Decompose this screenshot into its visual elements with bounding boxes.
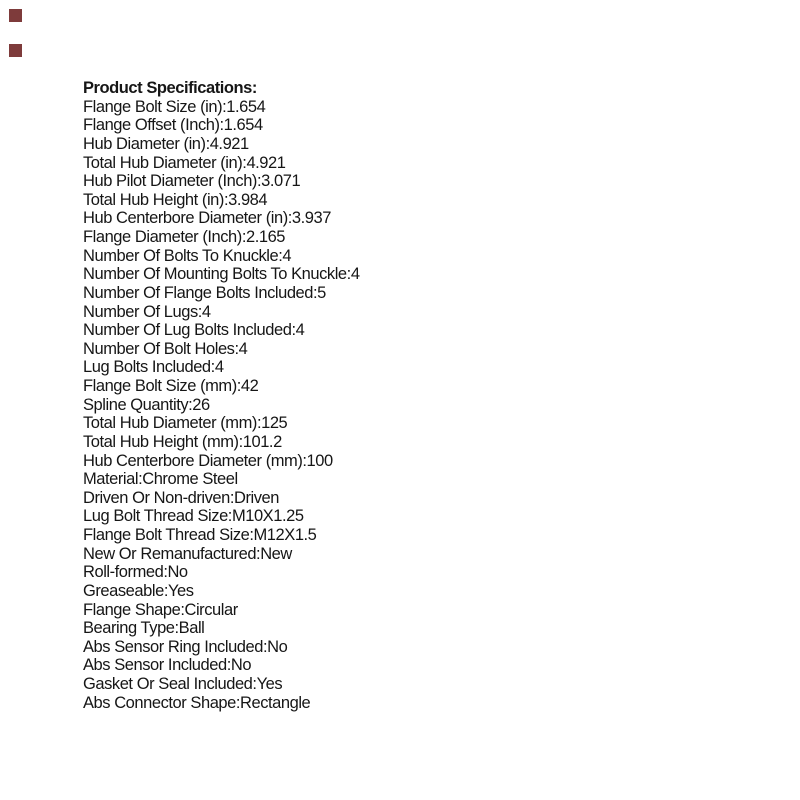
- spec-separator: :: [252, 675, 257, 693]
- spec-separator: :: [234, 339, 239, 358]
- spec-separator: :: [138, 470, 143, 489]
- spec-value: 42: [240, 377, 259, 395]
- spec-separator: :: [180, 600, 185, 619]
- spec-label: Hub Pilot Diameter (Inch): [83, 172, 257, 191]
- spec-row: [83, 191, 360, 210]
- spec-value: 4: [238, 339, 248, 358]
- spec-separator: :: [256, 172, 262, 191]
- spec-separator: :: [238, 432, 243, 451]
- spec-row: [83, 526, 360, 545]
- spec-row: [83, 340, 360, 359]
- spec-label: Material: [83, 470, 139, 489]
- spec-label: Flange Bolt Size (mm): [83, 377, 237, 395]
- corner-mark-bottom-square: [9, 44, 22, 57]
- spec-separator: :: [302, 451, 307, 470]
- spec-value: 4.921: [246, 153, 286, 172]
- spec-value: 3.984: [228, 190, 268, 209]
- spec-value: 5: [317, 283, 326, 302]
- spec-label: Bearing Type: [83, 619, 175, 638]
- spec-value: No: [267, 637, 288, 656]
- spec-value: New: [260, 544, 292, 563]
- spec-row: [83, 507, 360, 526]
- spec-separator: :: [256, 544, 261, 563]
- spec-separator: :: [242, 153, 247, 172]
- spec-separator: :: [205, 134, 210, 153]
- spec-separator: :: [174, 619, 179, 638]
- spec-value: 1.654: [223, 116, 263, 135]
- spec-label: Total Hub Height (mm): [83, 432, 239, 451]
- spec-row: [83, 489, 360, 508]
- spec-row: [83, 321, 360, 340]
- spec-separator: :: [262, 637, 268, 656]
- spec-value: Rectangle: [240, 693, 311, 712]
- spec-row: [83, 619, 360, 638]
- spec-label: Driven Or Non-driven: [83, 488, 230, 507]
- spec-label: Lug Bolts Included: [83, 358, 211, 377]
- spec-value: 101.2: [242, 432, 282, 451]
- spec-value: 4: [350, 265, 360, 284]
- spec-separator: :: [278, 246, 283, 265]
- spec-value: 4.921: [209, 134, 249, 153]
- spec-separator: :: [223, 190, 229, 209]
- spec-separator: :: [287, 209, 292, 228]
- spec-block: [83, 79, 360, 712]
- spec-value: Circular: [184, 600, 238, 619]
- spec-value: 3.937: [291, 209, 331, 228]
- spec-row: [83, 116, 360, 135]
- spec-value: 4: [201, 302, 211, 321]
- spec-separator: :: [222, 97, 227, 116]
- spec-row: [83, 209, 360, 228]
- spec-label: Number Of Lug Bolts Included: [83, 321, 292, 340]
- spec-row: [83, 601, 360, 620]
- spec-separator: :: [236, 377, 241, 395]
- spec-value: 125: [261, 414, 288, 433]
- spec-row: [83, 694, 360, 713]
- spec-row: [83, 284, 360, 303]
- spec-label: Number Of Bolts To Knuckle: [83, 246, 279, 265]
- spec-label: Abs Connector Shape: [83, 693, 236, 712]
- spec-label: Lug Bolt Thread Size: [83, 507, 228, 526]
- spec-separator: :: [188, 395, 193, 414]
- spec-row: [83, 563, 360, 582]
- spec-label: Flange Bolt Size (in): [83, 97, 223, 116]
- spec-separator: :: [291, 321, 296, 340]
- spec-label: Flange Bolt Thread Size: [83, 526, 250, 544]
- spec-value: 1.654: [226, 97, 266, 116]
- spec-value: 100: [306, 451, 333, 470]
- spec-label: Total Hub Height (in): [83, 190, 224, 209]
- spec-value: 4: [282, 246, 292, 265]
- spec-row: [83, 582, 360, 601]
- spec-row: [83, 452, 360, 471]
- spec-row: [83, 265, 360, 284]
- spec-label: Abs Sensor Included: [83, 656, 227, 675]
- corner-mark-top-square: [9, 9, 22, 22]
- spec-row: [83, 154, 360, 173]
- spec-row: [83, 545, 360, 564]
- spec-label: Hub Centerbore Diameter (in): [83, 209, 288, 228]
- spec-row: [83, 675, 360, 694]
- spec-separator: :: [256, 414, 262, 433]
- spec-row: [83, 638, 360, 657]
- spec-separator: :: [226, 656, 231, 675]
- spec-row: [83, 228, 360, 247]
- spec-value: 26: [192, 395, 210, 414]
- spec-row: [83, 414, 360, 433]
- spec-row: [83, 470, 360, 489]
- spec-list: [83, 98, 360, 713]
- spec-label: New Or Remanufactured: [83, 544, 257, 563]
- spec-row: [83, 303, 360, 322]
- spec-value: 2.165: [245, 228, 286, 246]
- spec-separator: :: [163, 563, 168, 582]
- spec-value: Chrome Steel: [142, 470, 238, 489]
- spec-label: Number Of Lugs: [83, 302, 198, 321]
- spec-label: Number Of Flange Bolts Included: [83, 283, 314, 302]
- spec-value: Driven: [234, 488, 280, 507]
- spec-separator: :: [210, 358, 215, 377]
- spec-label: Roll-formed: [83, 563, 164, 582]
- spec-label: Gasket Or Seal Included: [83, 675, 253, 693]
- spec-separator: :: [241, 228, 246, 246]
- spec-value: M12X1.5: [253, 526, 317, 544]
- spec-label: Hub Centerbore Diameter (mm): [83, 451, 303, 470]
- spec-label: Spline Quantity: [83, 395, 189, 414]
- spec-row: [83, 247, 360, 266]
- spec-label: Abs Sensor Ring Included: [83, 637, 263, 656]
- spec-value: 4: [295, 321, 305, 340]
- spec-label: Number Of Bolt Holes: [83, 339, 235, 358]
- spec-separator: :: [163, 581, 168, 600]
- spec-row: [83, 656, 360, 675]
- spec-row: [83, 396, 360, 415]
- spec-row: [83, 135, 360, 154]
- spec-value: 4: [214, 358, 224, 377]
- spec-value: Yes: [256, 675, 283, 693]
- spec-value: Yes: [167, 581, 194, 600]
- spec-separator: :: [227, 507, 232, 526]
- spec-label: Hub Diameter (in): [83, 134, 206, 153]
- spec-row: [83, 433, 360, 452]
- spec-value: M10X1.25: [231, 507, 304, 526]
- spec-separator: :: [219, 116, 224, 135]
- spec-label: Total Hub Diameter (in): [83, 153, 243, 172]
- spec-title: Product Specifications:: [83, 79, 257, 97]
- spec-value: No: [167, 563, 188, 582]
- spec-row: [83, 358, 360, 377]
- spec-row: [83, 98, 360, 117]
- spec-row: [83, 377, 360, 396]
- spec-separator: :: [197, 302, 202, 321]
- spec-separator: :: [346, 265, 351, 284]
- spec-separator: :: [235, 693, 241, 712]
- spec-label: Flange Shape: [83, 600, 181, 619]
- spec-row: [83, 172, 360, 191]
- spec-label: Greaseable: [83, 581, 164, 600]
- spec-separator: :: [229, 488, 235, 507]
- spec-value: 3.071: [261, 172, 301, 191]
- spec-separator: :: [249, 526, 254, 544]
- spec-label: Total Hub Diameter (mm): [83, 414, 257, 433]
- spec-label: Flange Diameter (Inch): [83, 228, 242, 246]
- spec-value: No: [230, 656, 252, 675]
- spec-value: Ball: [178, 619, 205, 638]
- spec-separator: :: [313, 283, 318, 302]
- spec-label: Number Of Mounting Bolts To Knuckle: [83, 265, 347, 284]
- spec-label: Flange Offset (Inch): [83, 116, 220, 135]
